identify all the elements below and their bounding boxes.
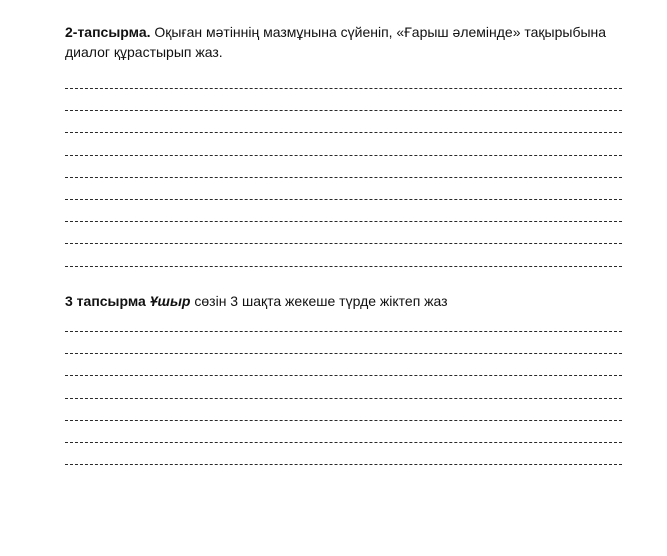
answer-line[interactable]	[65, 199, 622, 200]
task-2-answer-lines[interactable]	[65, 88, 622, 288]
answer-line[interactable]	[65, 132, 622, 133]
answer-line[interactable]	[65, 88, 622, 89]
answer-line[interactable]	[65, 420, 622, 421]
answer-line[interactable]	[65, 266, 622, 267]
task-2-text: Оқыған мәтіннің мазмұнына сүйеніп, «Ғарыш әлемінде» тақырыбына диалог құрастырып жаз.	[65, 24, 607, 60]
task-3-keyword: Ұшыр	[149, 293, 191, 309]
task-2-instruction	[65, 22, 625, 62]
answer-line[interactable]	[65, 442, 622, 443]
answer-line[interactable]	[65, 353, 622, 354]
answer-line[interactable]	[65, 177, 622, 178]
task-3-text: сөзін 3 шақта жекеше түрде жіктеп жаз	[190, 293, 448, 309]
answer-line[interactable]	[65, 155, 622, 156]
answer-line[interactable]	[65, 331, 622, 332]
answer-line[interactable]	[65, 110, 622, 111]
task-3-answer-lines[interactable]	[65, 331, 622, 486]
answer-line[interactable]	[65, 398, 622, 399]
answer-line[interactable]	[65, 375, 622, 376]
answer-line[interactable]	[65, 243, 622, 244]
answer-line[interactable]	[65, 464, 622, 465]
answer-line[interactable]	[65, 221, 622, 222]
task-3-instruction	[65, 291, 625, 311]
task-3-heading: 3 тапсырма	[65, 293, 146, 309]
task-2-heading: 2-тапсырма.	[65, 24, 151, 40]
